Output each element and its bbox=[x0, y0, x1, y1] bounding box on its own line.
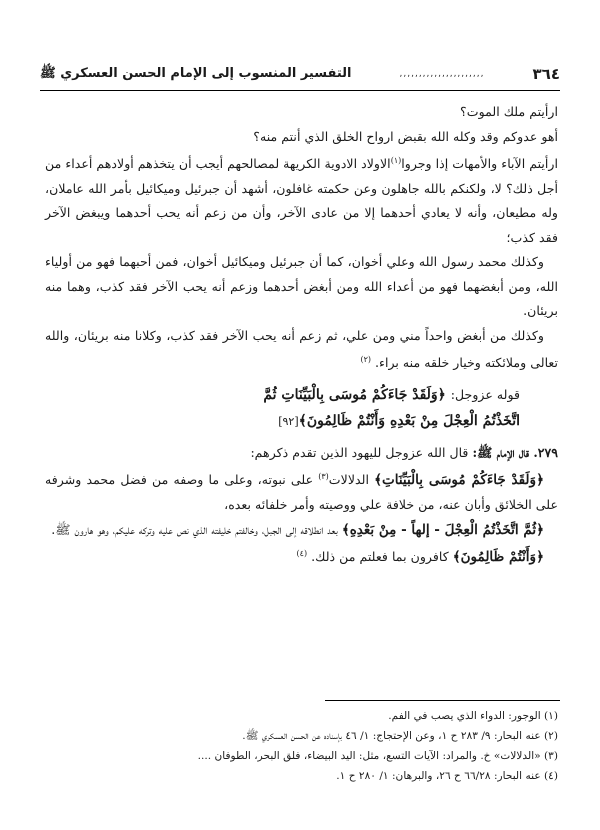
paragraph bbox=[45, 542, 558, 570]
verse-number: [٩٢] bbox=[278, 414, 299, 428]
verse-text: ﴿وَلَقَدْ جَاءَكُمْ مُوسَى بِالْبَيِّنَاتِ ثُمَّ bbox=[263, 386, 446, 403]
paragraph bbox=[45, 465, 558, 517]
text-run: وكذلك من أبغض واحداً مني ومن علي، ثم زعم أنه يحب الآخر فقد كذب، وكلانا منه بريئان، والله تعالى وملائكته وخيار خلقه منه براء. bbox=[45, 327, 558, 371]
paragraph bbox=[45, 518, 558, 543]
text-run: قال الله عزوجل لليهود الذين تقدم ذكرهم: bbox=[250, 444, 469, 460]
paragraph bbox=[45, 441, 558, 466]
footnote: (٢) عنه البحار: ٩/ ٢٨٣ ح ١، وعن الإحتجاج: ١/ ٤٦ بإسناده عن الحسن العسكري ﷺ. bbox=[242, 730, 558, 742]
verse-line bbox=[45, 408, 520, 435]
verse-heading bbox=[45, 382, 520, 435]
header-ornament: ,,,,,,,,,,,,,,,,,,,,,, bbox=[399, 69, 485, 79]
paragraph: وكذلك محمد رسول الله وعلي أخوان، كما أن جبرئيل وميكائيل أخوان، فمن أحبهما فهو من أولياء الله، ومن أبغضهما فهو من أعداء الله ومن أبغض أحدهما وزعم أنه يحب الآخر فقد كذب، وهما منه بريئان. bbox=[45, 254, 558, 319]
footnote: (٤) عنه البحار: ٦٦/٢٨ ح ٢٦، والبرهان: ١/ ٢٨٠ ح ١. bbox=[336, 770, 558, 782]
verse-line bbox=[45, 382, 520, 408]
paragraph bbox=[45, 324, 558, 376]
text-run: بعد انطلاقه إلى الجبل، وخالفتم خليفته الذي نص عليه وتركه عليكم، وهو هارون ﷺ. bbox=[51, 521, 338, 537]
footnote-ref: (٢) bbox=[360, 355, 372, 365]
page-number: ٣٦٤ bbox=[532, 65, 560, 83]
quran-quote: ﴿وَأَنْتُمْ ظَالِمُونَ﴾ bbox=[452, 549, 544, 566]
verse-intro: قوله عزوجل: bbox=[450, 386, 520, 402]
footnotes bbox=[45, 706, 558, 786]
page-header bbox=[40, 60, 560, 91]
text-run: كافرون بما فعلتم من ذلك. bbox=[311, 549, 449, 565]
verse-text: اتَّخَذْتُمُ الْعِجْلَ مِنْ بَعْدِهِ وَأَنْتُمْ ظَالِمُونَ﴾ bbox=[298, 412, 520, 429]
footnote: (٣) «الدلالات» خ. والمراد: الآيات التسع، مثل: اليد البيضاء، فلق البحر، الطوفان .... bbox=[197, 750, 558, 762]
footnote-ref: (٣) bbox=[318, 472, 329, 482]
footnote: (١) الوجور: الدواء الذي يصب في الفم. bbox=[388, 710, 558, 722]
text-run: ارأيتم الآباء والأمهات إذا وجروا bbox=[401, 156, 558, 172]
footnote-divider bbox=[325, 700, 560, 701]
footnote-ref: (٤) bbox=[296, 549, 308, 559]
quran-quote: ﴿وَلَقَدْ جَاءَكُمْ مُوسَى بِالْبَيِّنَاتِ﴾ bbox=[374, 472, 544, 489]
main-text bbox=[45, 100, 558, 570]
text-run: الاولاد الادوية الكريهة لمصالحهم أيجب أن يتخذهم أولادهم أعداء من أجل ذلك؟ لا، ولكنكم بالله جاهلون وعن حكمته غافلون، أشهد أن جبرئيل وميكائيل بأمر الله عاملان، وله مطيعان، وأنه لا يعادي أحدهما إلا من عادى الآخر، وأن من زعم أنه يحب أحدهما ويبغض الآخر فقد كذب؛ bbox=[45, 156, 558, 245]
running-title: التفسير المنسوب إلى الإمام الحسن العسكري ﷺ bbox=[40, 65, 352, 81]
section-number: ٢٧٩. قال الإمام ﷺ: bbox=[472, 444, 558, 460]
footnote-ref: (١) bbox=[390, 156, 402, 165]
paragraph: ارأيتم ملك الموت؟ bbox=[460, 104, 558, 119]
text-run: على نبوته، وعلى ما وصفه من فضل محمد وشرفه على الخلائق وأبان عنه، من خلافة علي ووصيته وأمر خلفائه بعده، bbox=[45, 472, 558, 513]
paragraph bbox=[45, 149, 558, 250]
paragraph: أهو عدوكم وقد وكله الله بقبض ارواح الخلق الذي أنتم منه؟ bbox=[253, 128, 558, 144]
quran-quote: ﴿ثُمَّ اتَّخَذْتُمُ الْعِجْلَ - إلهاً - مِنْ بَعْدِهِ﴾ bbox=[341, 521, 544, 538]
text-run: الدلالات bbox=[328, 472, 369, 488]
